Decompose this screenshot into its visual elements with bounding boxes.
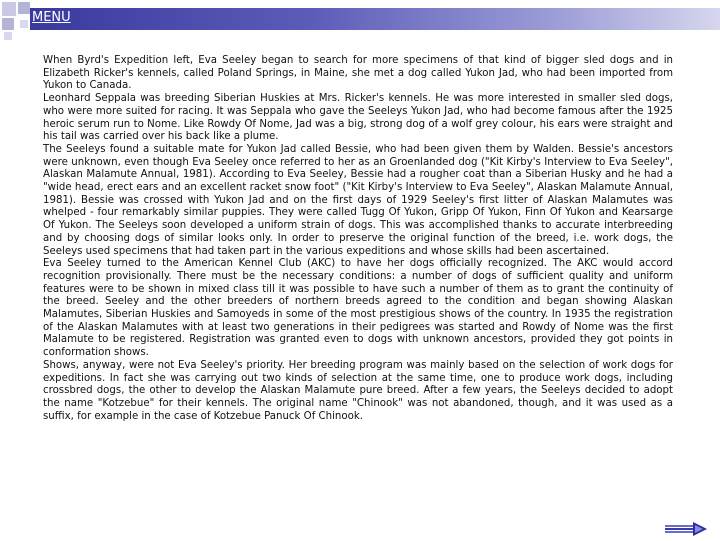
decorative-square bbox=[20, 20, 28, 28]
paragraph: Leonhard Seppala was breeding Siberian Huskies at Mrs. Ricker's kennels. He was more interested in smaller sled dogs, who were more suited for racing. It was Seppala who gave the Seeleys Yukon Jad, who had become famous after the 1925 heroic serum run to Nome. Like Rowdy Of Nome, Jad was a big, strong dog of a wolf grey colour, his ears were straight and his tail was carried over his back like a plume. bbox=[43, 93, 673, 143]
title-bar bbox=[30, 8, 720, 30]
decorative-square bbox=[4, 32, 12, 40]
paragraph: Eva Seeley turned to the American Kennel Club (AKC) to have her dogs officially recognized. The AKC would accord recognition provisionally. There must be the necessary conditions: a number of dogs of sufficient quality and uniform features were to be shown in mixed class till it was possible to have such a number of them as to grant the continuity of the breed. Seeley and the other breeders of northern breeds agreed to the condition and began showing Alaskan Malamutes, Siberian Huskies and Samoyeds in some of the most prestigious shows of the country. In 1935 the registration of the Alaskan Malamutes with at least two generations in their pedigrees was started and Rowdy of Nome was the first Malamute to be registered. Registration was granted even to dogs with unknown ancestors, provided they got points in conformation shows. bbox=[43, 258, 673, 359]
paragraph: When Byrd's Expedition left, Eva Seeley began to search for more specimens of that kind of bigger sled dogs and in Elizabeth Ricker's kennels, called Poland Springs, in Maine, she met a dog called Yukon Jad, who had been imported from Yukon to Canada. bbox=[43, 55, 673, 92]
menu-link[interactable]: MENU bbox=[32, 10, 71, 25]
decorative-square bbox=[2, 18, 14, 30]
next-slide-button[interactable] bbox=[663, 521, 709, 537]
decorative-square bbox=[18, 2, 30, 14]
document-body bbox=[43, 55, 673, 423]
next-slide-arrow-icon bbox=[663, 521, 709, 537]
paragraph: The Seeleys found a suitable mate for Yukon Jad called Bessie, who had been given them by Walden. Bessie's ancestors were unknown, even though Eva Seeley once referred to her as an Groenlanded dog ("Kit Kirby's Interview to Eva Seeley", Alaskan Malamute Annual, 1981). According to Eva Seeley, Bessie had a rougher coat than a Siberian Husky and he had a "wide head, erect ears and an excellent racket snow foot" ("Kit Kirby's Interview to Eva Seeley", Alaskan Malamute Annual, 1981). Bessie was crossed with Yukon Jad and on the first days of 1929 Seeley's first litter of Alaskan Malamutes was whelped - four remarkably similar puppies. They were called Tugg Of Yukon, Gripp Of Yukon, Finn Of Yukon and Kearsarge Of Yukon. The Seeleys soon developed a uniform strain of dogs. This was accomplished thanks to accurate interbreeding and by choosing dogs of similar looks only. In order to preserve the original function of the breed, i.e. work dogs, the Seeleys used specimens that had taken part in the various expeditions and whose skills had been ascertained. bbox=[43, 143, 673, 257]
paragraph: Shows, anyway, were not Eva Seeley's priority. Her breeding program was mainly based on the selection of work dogs for expeditions. In fact she was carrying out two kinds of selection at the same time, one to produce work dogs, including crossbred dogs, the other to develop the Alaskan Malamute pure breed. After a few years, the Seeleys decided to adopt the name "Kotzebue" for their kennels. The original name "Chinook" was not abandoned, though, and it was used as a suffix, for example in the case of Kotzebue Panuck Of Chinook. bbox=[43, 359, 673, 422]
decorative-square bbox=[2, 2, 16, 16]
